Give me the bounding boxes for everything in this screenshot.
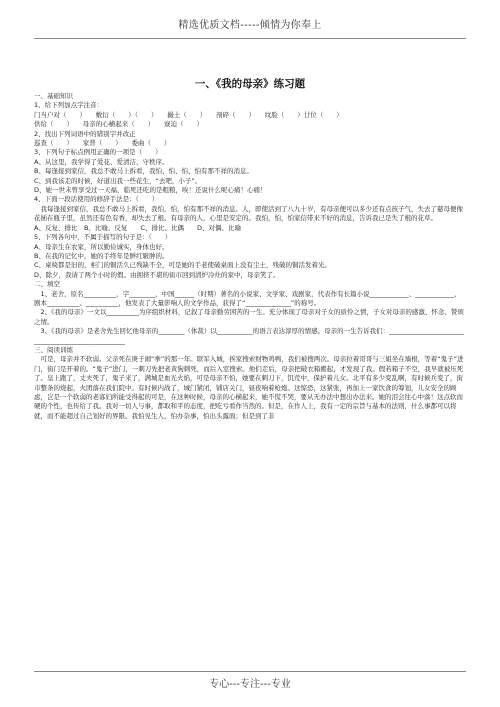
document-title: 一、《我的母亲》练习题 [194, 78, 306, 90]
option-line: C、桌椅都是旧的，柜门的铜活久已残缺不全，可是她的手老使破桌面上没有尘土，残破的铜活发着光。 [34, 261, 332, 270]
header-banner: 精选优质文档-----倾情为你奉上 [178, 20, 322, 31]
fill-blank-item: 1、老舍，原名__________，字________，中国______（时期）著名的小说家、文学家、戏剧家，代表作有长篇小说____________、____________，剧本__________、__________，他发表了大量影响人的文学作品，获得了“______________”的称号。 [34, 289, 461, 307]
section-heading: 三、阅读训练 [34, 345, 73, 354]
question-line: 3、下列句子标点例用正确的一项是（ ） [34, 148, 162, 157]
question-line: 5、下列各句中，不属于描写的句子是：（ ） [34, 233, 172, 242]
question-line: 1、给下列加点字注音： [34, 101, 104, 110]
section-heading: 二、填空 [34, 280, 60, 289]
option-line: B、在我的记忆中，她的手终年是鲜红皲肿的。 [34, 251, 169, 260]
question-line: 4、下面一段话使用的修辞手法是：（ ） [34, 195, 159, 204]
fill-blank-item: 3、《我的母亲》是老舍先生回忆他母亲的________（体裁）以___________的语言表达淳厚的情感。母亲的一生告诉我们：___________________________________________________ [34, 327, 464, 345]
question-line: 2、找出下列词语中的错别字并改正 [34, 129, 136, 138]
footer-banner: 专心---专注---专业 [209, 679, 291, 690]
section-heading: 一、基础知识 [34, 92, 73, 100]
option-line: D、她一世未曾享受过一天福，临死还吃的是粗粮，唉！还说什么呢心痛！心痛！ [34, 186, 267, 195]
question-line: 供给（ ） 母亲的心横起来（ ） 寮迫（ ） [34, 120, 203, 129]
option-line: C、到我该走的时候，好道出我一些花生，“去吧，小子”。 [34, 176, 202, 185]
reading-passage: 可是，母亲并不软弱。父亲死在庚子闹“拳”的那一年。联军入城，挨家搜索财物鸡鸭，我们被搜两次。母亲拉着哥哥与三姐坐在墙根，等着“鬼子”进门，街门是开着的。“鬼子”进门，一刺刀先把老黄狗刺死，而后入室搜索。他们走后，母亲把破衣箱搬起，才发现了我。假若箱子不空，我早就被压死了。皇上跑了，丈夫死了，鬼子来了，满城是血光火焰，可是母亲不怕，她要在刺刀下，饥荒中，保护着儿女。北平有多少变乱啊，有时候兵变了，街市整条的烧起，火团落在我们院中。有时候内战了，城门紧闭，铺店关门，昼夜响着枪炮。这惊恐，这紧张，再加上一家饮食的筹划，儿女安全的顾虑，岂是一个软弱的老寡妇所能受得起的可是，在这种时候，母亲的心横起来，她不慌不哭，要从无办法中想出办法来。她的泪会往心中落！这点软而硬的个性，也传给了我。我对一切人与事，都取和平的态度，把吃亏看作当然的。但是，在作人上，我有一定的宗旨与基本的法则，什么事都可以将就，而不能超过自己划好的界限。我怕见生人，怕办杂事，怕出头露面；但是到了非 [34, 355, 464, 420]
passage-paragraph: 我每逢接到家信，我总不敢马上拆看，我怕，怕，怕有那不祥的消息。人，即使活到了八九十岁，有母亲便可以多少还有点孩子气，失去了慈母便像花插在瓶子里，虽然还有色有香，却失去了根。有母亲的人，心里是安定的。我怕，怕，怕家信带来不好的消息，告诉我已是失了根的花草。 [34, 204, 463, 223]
option-line: A、从这里，我学得了爱花、爱清洁、守秩序。 [34, 157, 169, 166]
option-line: A、母亲生在农家，所以勤俭诚实，身体也好。 [34, 242, 169, 251]
question-line: 巡查（ ） 家普（ ） 委曲（ ） [34, 139, 171, 148]
option-line: A、反复、排比 B、比喻、反复 C、排比、比偶 D、对偶、比喻 [34, 223, 241, 232]
option-line: D、除夕，我请了两个小时的假。由拥挤不堪的街市回到清炉冷灶的家中，母亲笑了。 [34, 270, 280, 279]
document-body [34, 92, 466, 421]
fill-blank-item: 2、《我的母亲》一文以__________为序组织材料，记叙了母亲勤劳困苦的一生。充分体现了母亲对子女的质怜之情，子女对母亲的感激、怀念、赞颂之情。 [34, 308, 464, 326]
header-divider [34, 38, 466, 39]
option-line: B、每逢接到家信，我总不敢马上拆看，我怕、怕、怕、怕有那不祥的消息。 [34, 167, 253, 176]
question-line: 门当户对（ ） 敷衍（ ）（ ） 撮土（ ） 剖碎（ ） 纹脸（ ）廿位（ ） [34, 110, 343, 119]
footer-divider [34, 671, 466, 672]
